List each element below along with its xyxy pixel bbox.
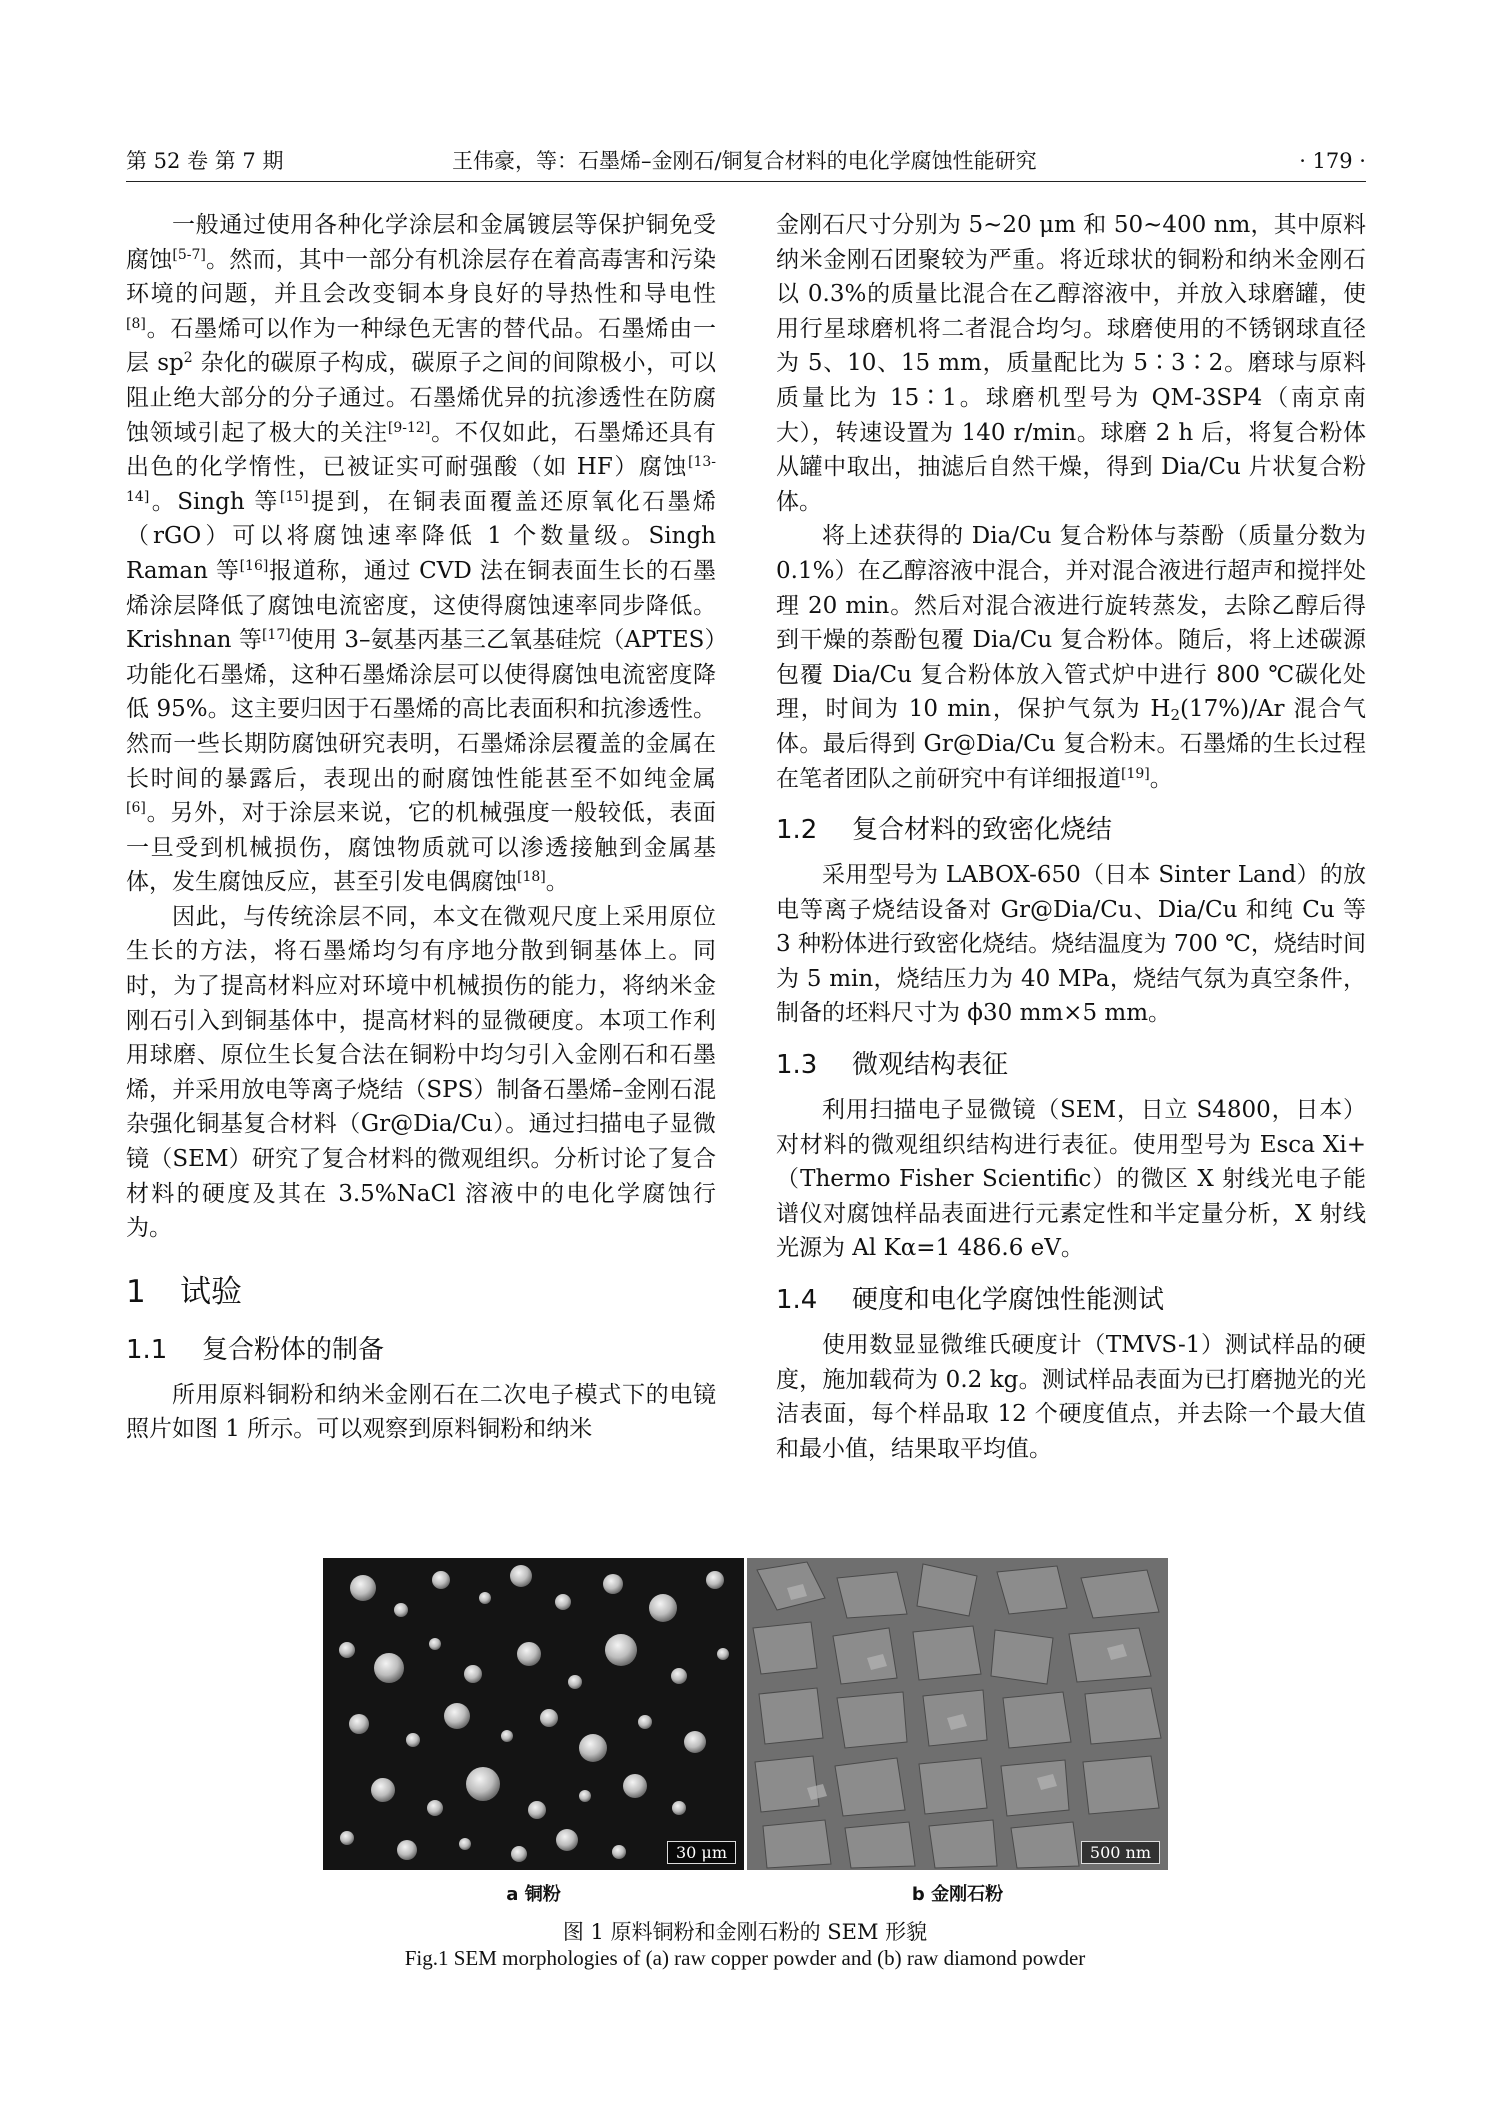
citation: [8] [126,315,146,332]
citation: [9-12] [387,419,431,436]
running-header [126,146,1366,180]
citation: [5-7] [172,246,206,263]
panel-label-a: a 铜粉 [506,1884,561,1905]
section-heading-experiment: 1 试验 [126,1273,242,1310]
figure-caption-english: Fig.1 SEM morphologies of (a) raw copper powder and (b) raw diamond powder [404,1946,1086,1970]
paragraph-powder-prep: 所用原料铜粉和纳米金刚石在二次电子模式下的电镜照片如图 1 所示。可以观察到原料铜粉和纳米 [126,1381,716,1443]
left-column [126,208,716,1447]
subsection-heading-1-2: 1.2 复合材料的致密化烧结 [776,815,1113,846]
citation: [19] [1121,765,1150,782]
header-rule [126,181,1366,182]
journal-volume-issue: 第 52 卷 第 7 期 [126,149,284,173]
citation: [16] [239,557,269,574]
sem-image-copper-powder [323,1558,744,1870]
subsection-heading-1-4: 1.4 硬度和电化学腐蚀性能测试 [776,1285,1165,1316]
superscript: 2 [183,350,193,367]
diamond-agglomerate-illustration [747,1558,1168,1870]
paragraph-hardness-test: 使用数显显微维氏硬度计（TMVS-1）测试样品的硬度，施加载荷为 0.2 kg。测试样品表面为已打磨抛光的光洁表面，每个样品取 12 个硬度值点，并去除一个最大值和最小值，结果取平均值。 [776,1332,1366,1462]
paragraph-characterization: 利用扫描电子显微镜（SEM，日立 S4800，日本）对材料的微观组织结构进行表征。使用型号为 Esca Xi+（Thermo Fisher Scientific）的微区 X 射线光电子能谱仪对腐蚀样品表面进行元素定性和半定量分析，X 射线光源为 Al Kα=1 486.6 eV。 [776,1097,1366,1262]
citation: [15] [279,488,309,505]
subsection-heading-1-1: 1.1 复合粉体的制备 [126,1334,385,1365]
citation: [18] [517,869,546,886]
scale-bar-label: 30 μm [667,1841,736,1864]
paragraph-sintering: 采用型号为 LABOX-650（日本 Sinter Land）的放电等离子烧结设备对 Gr@Dia/Cu、Dia/Cu 和纯 Cu 等 3 种粉体进行致密化烧结。烧结温度为 700 ℃，烧结时间为 5 min，烧结压力为 40 MPa，烧结气氛为真空条件，制备的坯料尺寸为 ϕ30 mm×5 mm。 [776,862,1366,1027]
page-number: · 179 · [1299,149,1366,173]
citation: [6] [126,800,146,817]
figure-caption-chinese: 图 1 原料铜粉和金刚石粉的 SEM 形貌 [562,1920,928,1944]
sem-image-diamond-powder [747,1558,1168,1870]
copper-particles-illustration [323,1558,744,1870]
citation: [17] [261,627,291,644]
citation: [13-14] [126,454,716,505]
scale-bar-label: 500 nm [1081,1841,1160,1864]
paragraph-intro-approach: 因此，与传统涂层不同，本文在微观尺度上采用原位生长的方法，将石墨烯均匀有序地分散到铜基体上。同时，为了提高材料应对环境中机械损伤的能力，将纳米金刚石引入到铜基体中，提高材料的显微硬度。本项工作利用球磨、原位生长复合法在铜粉中均匀引入金刚石和石墨烯，并采用放电等离子烧结（SPS）制备石墨烯–金刚石混杂强化铜基复合材料（Gr@Dia/Cu）。通过扫描电子显微镜（SEM）研究了复合材料的微观组织。分析讨论了复合材料的硬度及其在 3.5%NaCl 溶液中的电化学腐蚀行为。 [126,903,716,1242]
subsection-heading-1-3: 1.3 微观结构表征 [776,1050,1009,1081]
paragraph-intro-corrosion: 一般通过使用各种化学涂层和金属镀层等保护铜免受腐蚀[5-7]。然而，其中一部分有机涂层存在着高毒害和污染环境的问题，并且会改变铜本身良好的导热性和导电性[8]。石墨烯可以作为一种绿色无害的替代品。石墨烯由一层 $sp^2$ 杂化的碳原子构成，碳原子之间的间隙极小，可以阻止绝大部分的分子通过。石墨烯优异的抗渗透性在防腐蚀领域引起了极大的关注[9-12]。不仅如此，石墨烯还具有出色的化学惰性，已被证实可耐强酸（如 HF）腐蚀[13-14]。Singh 等[15]提到，在铜表面覆盖还原氧化石墨烯（rGO）可以将腐蚀速率降低 1 个数量级。Singh Raman 等[16]报道称，通过 CVD 法在铜表面生长的石墨烯涂层降低了腐蚀电流密度，这使得腐蚀速率同步降低。Krishnan 等[17]使用 3–氨基丙基三乙氧基硅烷（APTES）功能化石墨烯，这种石墨烯涂层可以使得腐蚀电流密度降低 95%。这主要归因于石墨烯的高比表面积和抗渗透性。然而一些长期防腐蚀研究表明，石墨烯涂层覆盖的金属在长时间的暴露后，表现出的耐腐蚀性能甚至不如纯金属[6]。另外，对于涂层来说，它的机械强度一般较低，表面一旦受到机械损伤，腐蚀物质就可以渗透接触到金属基体，发生腐蚀反应，甚至引发电偶腐蚀[18]。 [126,212,717,896]
subscript: 2 [1170,706,1181,725]
panel-label-b: b 金刚石粉 [911,1884,1004,1905]
paragraph-powder-prep-cont: 金刚石尺寸分别为 5~20 μm 和 50~400 nm，其中原料纳米金刚石团聚较为严重。将近球状的铜粉和纳米金刚石以 0.3%的质量比混合在乙醇溶液中，并放入球磨罐，使用行星球磨机将二者混合均匀。球磨使用的不锈钢球直径为 5、10、15 mm，质量配比为 5∶3∶2。磨球与原料质量比为 15∶1。球磨机型号为 QM-3SP4（南京南大），转速设置为 140 r/min。球磨 2 h 后，将复合粉体从罐中取出，抽滤后自然干燥，得到 Dia/Cu 片状复合粉体。 [776,212,1366,515]
running-title: 王伟豪，等：石墨烯–金刚石/铜复合材料的电化学腐蚀性能研究 [452,149,1037,173]
paragraph-graphene-growth: 将上述获得的 Dia/Cu 复合粉体与萘酚（质量分数为 0.1%）在乙醇溶液中混合，并对混合液进行超声和搅拌处理 20 min。然后对混合液进行旋转蒸发，去除乙醇后得到干燥的萘酚包覆 Dia/Cu 复合粉体。随后，将上述碳源包覆 Dia/Cu 复合粉体放入管式炉中进行 800 ℃碳化处理，时间为 10 min，保护气氛为 $H_2(17\%)/Ar$ 混合气体。最后得到 Gr@Dia/Cu 复合粉末。石墨烯的生长过程在笔者团队之前研究中有详细报道[19]。 [776,523,1366,792]
right-column [776,208,1366,1466]
